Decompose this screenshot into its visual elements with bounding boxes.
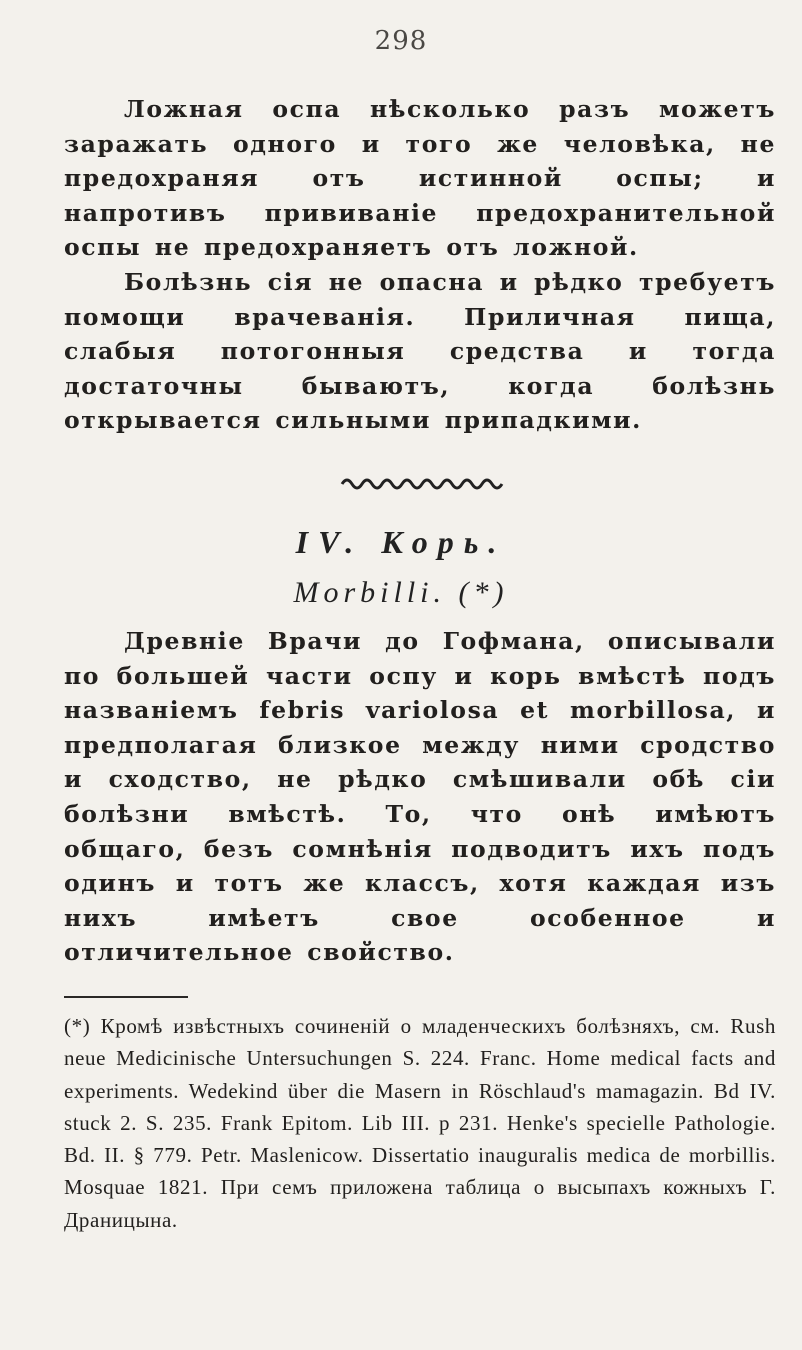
section-ornament: [340, 474, 510, 494]
latin-title: Morbilli. (*): [293, 576, 509, 609]
paragraph-measles-history: Древніе Врачи до Гофмана, описывали по большей части оспу и корь вмѣстѣ подъ названіемъ febris variolosa et morbillosa, и предполагая близкое между ними сродство и сходство, не рѣдко смѣшивали обѣ сіи болѣзни вмѣстѣ. То, что онѣ имѣютъ общаго, безъ сомнѣнія подводитъ ихъ подъ одинъ и тотъ же классъ, хотя каждая изъ нихъ имѣетъ свое особенное и отличительное свойство.: [64, 627, 776, 967]
footnote-text: (*) Кромѣ извѣстныхъ сочиненій о младенческихъ болѣзняхъ, см. Rush neue Medicinische Untersuchungen S. 224. Franc. Home medical facts and experiments. Wedekind über die Masern in Röschlaud's mamagazin. Bd IV. stuck 2. S. 235. Frank Epitom. Lib III. p 231. Henke's specielle Pathologie. Bd. II. § 779. Petr. Maslenicow. Dissertatio inauguralis medica de morbillis. Mosquae 1821. При семъ приложена таблица о высыпахъ кожныхъ Г. Драницына.: [64, 1014, 776, 1232]
chapter-title: IV. Корь.: [295, 524, 507, 560]
footnote-divider: [64, 996, 188, 998]
paragraph-disease-treatment: Болѣзнь сія не опасна и рѣдко требуетъ помощи врачеванія. Приличная пища, слабыя потогонныя средства и тогда достаточны бываютъ, когда болѣзнь открывается сильными припадкими.: [64, 267, 776, 435]
upper-text-block: [64, 92, 776, 438]
paragraph-false-pox: Ложная оспа нѣсколько разъ можетъ заражать одного и того же человѣка, не предохраняя отъ истинной оспы; и напротивъ прививанie предохранительной оспы не предохраняетъ отъ ложной.: [64, 95, 776, 262]
footnote: [64, 1010, 776, 1236]
page-number: 298: [374, 26, 428, 56]
measles-text-block: [64, 624, 776, 970]
